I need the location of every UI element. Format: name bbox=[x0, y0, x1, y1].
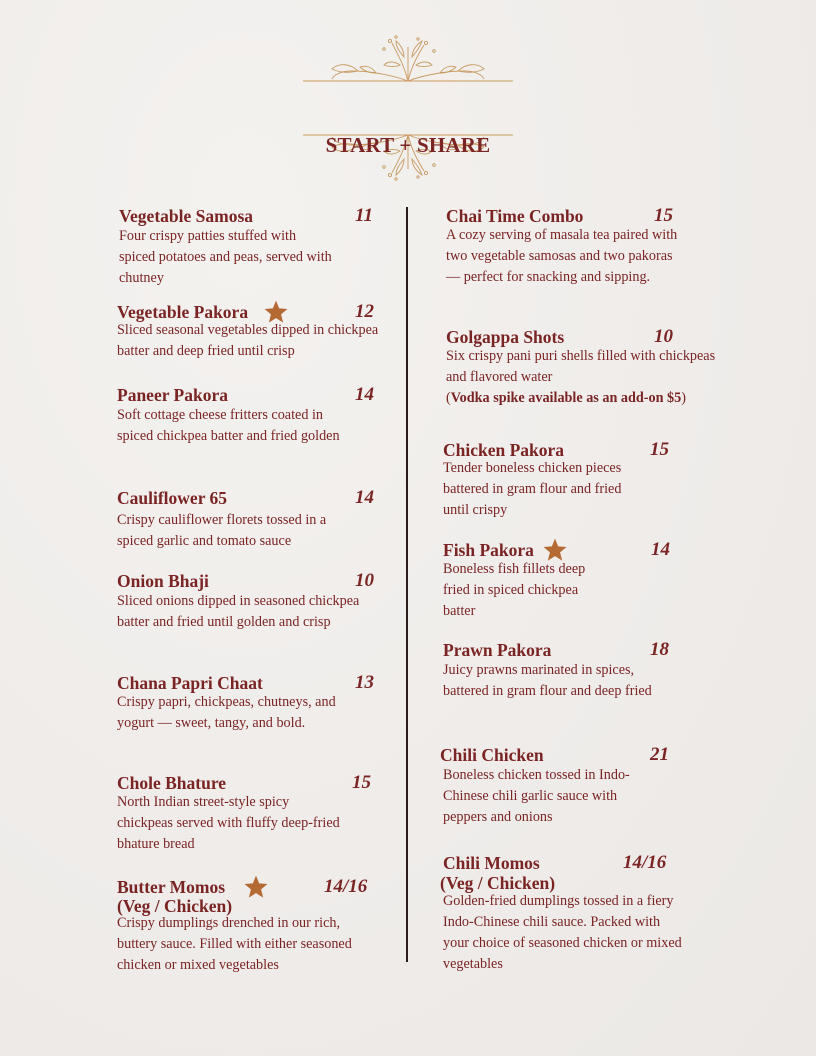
item-description-text: Six crispy pani puri shells filled with chickpeas and flavored water bbox=[446, 348, 716, 385]
item-price: 11 bbox=[355, 205, 373, 226]
item-name: Onion Bhaji bbox=[117, 571, 209, 591]
item-description: Four crispy patties stuffed with spiced potatoes and peas, served with chutney bbox=[119, 228, 332, 286]
menu-item bbox=[117, 773, 379, 858]
menu-item bbox=[117, 385, 379, 470]
item-price: 10 bbox=[654, 326, 673, 347]
floral-ornament-icon bbox=[300, 35, 516, 185]
menu-item bbox=[440, 745, 690, 830]
item-name: Chai Time Combo bbox=[446, 206, 584, 226]
item-name-variant: (Veg / Chicken) bbox=[117, 896, 233, 916]
item-name: Chili Momos bbox=[443, 853, 540, 873]
menu-item bbox=[443, 440, 693, 525]
item-name: Cauliflower 65 bbox=[117, 488, 228, 508]
item-description: Six crispy pani puri shells filled with chickpeas and flavored water (Vodka spike available as an add-on $5) bbox=[446, 348, 716, 406]
item-description: Boneless chicken tossed in Indo-Chinese chili garlic sauce with peppers and onions bbox=[443, 767, 630, 825]
item-price: 10 bbox=[355, 570, 374, 591]
item-name-variant: (Veg / Chicken) bbox=[440, 873, 556, 893]
menu-item bbox=[440, 853, 690, 978]
item-price: 14 bbox=[651, 539, 670, 560]
item-price: 14/16 bbox=[324, 876, 368, 897]
featured-star-icon bbox=[243, 874, 269, 900]
menu-item bbox=[446, 327, 716, 412]
item-description: Golden-fried dumplings tossed in a fiery Indo-Chinese chili sauce. Packed with your choice of seasoned chicken or mixed vegetables bbox=[443, 893, 682, 972]
item-description: Sliced seasonal vegetables dipped in chickpea batter and deep fried until crisp bbox=[117, 322, 379, 359]
column-divider bbox=[406, 207, 408, 962]
item-name: Butter Momos bbox=[117, 877, 226, 897]
menu-item bbox=[117, 877, 379, 977]
item-description: A cozy serving of masala tea paired with two vegetable samosas and two pakoras — perfect for snacking and sipping. bbox=[446, 227, 678, 285]
item-price: 15 bbox=[650, 439, 669, 460]
item-name: Chicken Pakora bbox=[443, 440, 565, 460]
item-description: Soft cottage cheese fritters coated in spiced chickpea batter and fried golden bbox=[117, 407, 340, 444]
item-name: Vegetable Pakora bbox=[117, 302, 249, 322]
item-description: Tender boneless chicken pieces battered in gram flour and fried until crispy bbox=[443, 460, 622, 518]
item-price: 13 bbox=[355, 672, 374, 693]
menu-item bbox=[119, 206, 381, 291]
item-name: Paneer Pakora bbox=[117, 385, 228, 405]
item-name: Fish Pakora bbox=[443, 540, 534, 560]
menu-item bbox=[117, 488, 379, 552]
item-name: Golgappa Shots bbox=[446, 327, 565, 347]
item-price: 14 bbox=[355, 384, 374, 405]
menu-item bbox=[117, 571, 379, 656]
item-addon-note: Vodka spike available as an add-on $5 bbox=[450, 390, 682, 406]
item-description: Boneless fish fillets deep fried in spiced chickpea batter bbox=[443, 561, 586, 619]
item-price: 15 bbox=[352, 772, 371, 793]
item-price: 18 bbox=[650, 639, 669, 660]
item-description: Crispy dumplings drenched in our rich, buttery sauce. Filled with either seasoned chicken or mixed vegetables bbox=[117, 915, 352, 973]
item-description: Crispy papri, chickpeas, chutneys, and yogurt — sweet, tangy, and bold. bbox=[117, 694, 336, 731]
item-price: 14/16 bbox=[623, 852, 667, 873]
menu-item bbox=[117, 302, 382, 364]
item-price: 15 bbox=[654, 205, 673, 226]
section-title: START + SHARE bbox=[325, 133, 491, 157]
item-price: 21 bbox=[650, 744, 669, 765]
item-name: Chili Chicken bbox=[440, 745, 544, 765]
item-name: Vegetable Samosa bbox=[119, 206, 254, 226]
menu-item bbox=[446, 206, 696, 311]
item-description: Crispy cauliflower florets tossed in a spiced garlic and tomato sauce bbox=[117, 512, 327, 549]
item-description: Sliced onions dipped in seasoned chickpea batter and fried until golden and crisp bbox=[117, 593, 360, 630]
item-name: Chole Bhature bbox=[117, 773, 227, 793]
menu-item bbox=[443, 540, 693, 625]
item-price: 14 bbox=[355, 487, 374, 508]
item-price: 12 bbox=[355, 301, 374, 322]
menu-item bbox=[443, 640, 693, 725]
menu-item bbox=[117, 673, 379, 758]
item-description: North Indian street-style spicy chickpeas served with fluffy deep-fried bhature bread bbox=[117, 794, 340, 852]
item-name: Prawn Pakora bbox=[443, 640, 552, 660]
item-name: Chana Papri Chaat bbox=[117, 673, 263, 693]
section-header bbox=[300, 35, 516, 185]
item-description: Juicy prawns marinated in spices, battered in gram flour and deep fried bbox=[443, 662, 652, 699]
